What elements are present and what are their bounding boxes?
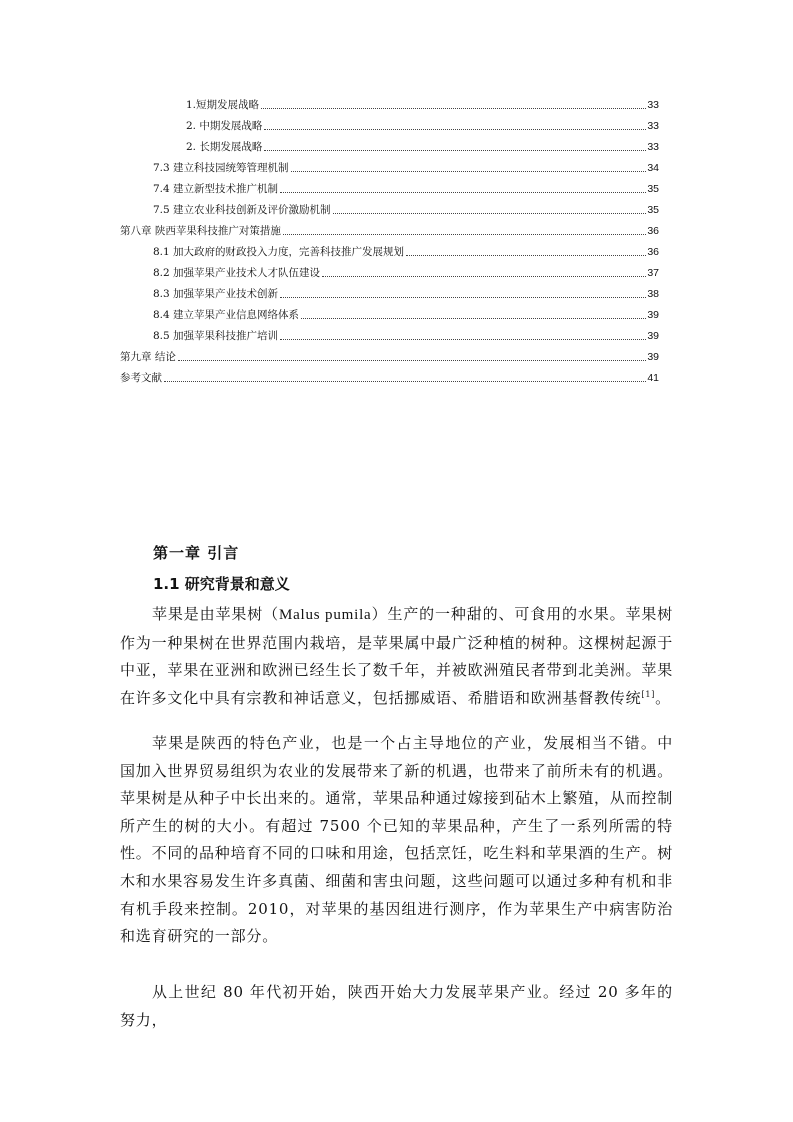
toc-leader-dots	[283, 234, 646, 235]
toc-entry[interactable]	[153, 327, 659, 343]
body-paragraph-2: 苹果是陕西的特色产业，也是一个占主导地位的产业，发展相当不错。中国加入世界贸易组织为农业的发展带来了新的机遇，也带来了前所未有的机遇。苹果树是从种子中长出来的。通常，苹果品种通过嫁接到砧木上繁殖，从而控制所产生的树的大小。有超过 7500 个已知的苹果品种，产生了一系列所需的特性。不同的品种培育不同的口味和用途，包括烹饪，吃生料和苹果酒的生产。树木和水果容易发生许多真菌、细菌和害虫问题，这些问题可以通过多种有机和非有机手段来控制。2010，对苹果的基因组进行测序，作为苹果生产中病害防治和选育研究的一部分。	[120, 734, 674, 946]
toc-entry-page: 39	[647, 351, 659, 363]
toc-leader-dots	[333, 213, 647, 214]
toc-entry[interactable]	[120, 369, 659, 385]
toc-leader-dots	[261, 108, 646, 109]
toc-entry-title: 8.4 建立苹果产业信息网络体系	[153, 309, 300, 321]
toc-leader-dots	[164, 381, 646, 382]
toc-leader-dots	[280, 297, 646, 298]
toc-entry[interactable]	[153, 180, 659, 196]
toc-leader-dots	[264, 150, 646, 151]
toc-entry-page: 34	[647, 162, 659, 174]
toc-entry[interactable]	[186, 138, 659, 154]
toc-entry[interactable]	[153, 306, 659, 322]
toc-entry[interactable]	[153, 285, 659, 301]
toc-entry-title: 7.3 建立科技园统筹管理机制	[153, 162, 289, 174]
paragraph-text: ）生产的一种甜的、可食用的水果。苹果树作为一种果树在世界范围内栽培，是苹果属中最广泛种植的树种。这棵树起源于中亚，苹果在亚洲和欧洲已经生长了数千年，并被欧洲殖民者带到北美洲。苹果在许多文化中具有宗教和神话意义，包括挪威语、希腊语和欧洲基督教传统	[120, 605, 674, 707]
toc-leader-dots	[280, 192, 646, 193]
toc-leader-dots	[178, 360, 646, 361]
toc-leader-dots	[264, 129, 646, 130]
toc-entry-page: 33	[647, 120, 659, 132]
latin-name: Malus pumila	[278, 607, 372, 623]
paragraph-text: 。	[655, 688, 671, 707]
chapter-title: 第一章 引言	[153, 544, 240, 562]
toc-leader-dots	[291, 171, 647, 172]
toc-leader-dots	[406, 255, 646, 256]
toc-entry[interactable]	[120, 348, 659, 364]
toc-leader-dots	[280, 339, 646, 340]
toc-entry[interactable]	[186, 96, 659, 112]
toc-entry-title: 8.1 加大政府的财政投入力度，完善科技推广发展规划	[153, 246, 405, 258]
toc-entry[interactable]	[186, 117, 659, 133]
toc-entry[interactable]	[120, 222, 659, 238]
toc-entry-title: 7.5 建立农业科技创新及评价激励机制	[153, 204, 331, 216]
toc-entry-page: 36	[647, 246, 659, 258]
section-title: 1.1 研究背景和意义	[153, 575, 290, 593]
body-paragraph-3: 从上世纪 80 年代初开始，陕西开始大力发展苹果产业。经过 20 多年的努力，	[120, 983, 673, 1029]
toc-entry-page: 35	[647, 204, 659, 216]
body-paragraph-1	[120, 601, 673, 712]
toc-entry-title: 第九章 结论	[120, 351, 176, 363]
toc-entry[interactable]	[153, 243, 659, 259]
toc-entry-page: 35	[647, 183, 659, 195]
toc-entry-page: 36	[647, 225, 659, 237]
toc-entry[interactable]	[153, 159, 659, 175]
citation-ref[interactable]: [1]	[641, 689, 656, 699]
toc-entry-page: 33	[647, 141, 659, 153]
toc-entry-title: 2. 中期发展战略	[186, 120, 263, 132]
toc-entry-title: 1.短期发展战略	[186, 99, 260, 111]
paragraph-text: 苹果是由苹果树（	[152, 605, 279, 623]
toc-entry-title: 第八章 陕西苹果科技推广对策措施	[120, 225, 281, 237]
toc-entry-page: 39	[647, 309, 659, 321]
toc-entry-page: 37	[647, 267, 659, 279]
toc-entry[interactable]	[153, 201, 659, 217]
toc-entry-page: 38	[647, 288, 659, 300]
toc-entry-page: 39	[647, 330, 659, 342]
toc-entry-title: 8.5 加强苹果科技推广培训	[153, 330, 279, 342]
toc-entry-title: 7.4 建立新型技术推广机制	[153, 183, 279, 195]
toc-entry-page: 33	[647, 99, 659, 111]
toc-leader-dots	[322, 276, 646, 277]
toc-entry-title: 2. 长期发展战略	[186, 141, 263, 153]
toc-leader-dots	[301, 318, 646, 319]
toc-entry-title: 8.2 加强苹果产业技术人才队伍建设	[153, 267, 321, 279]
toc-entry-title: 参考文献	[120, 372, 162, 384]
toc-entry[interactable]	[153, 264, 659, 280]
toc-entry-title: 8.3 加强苹果产业技术创新	[153, 288, 279, 300]
toc-entry-page: 41	[647, 372, 659, 384]
